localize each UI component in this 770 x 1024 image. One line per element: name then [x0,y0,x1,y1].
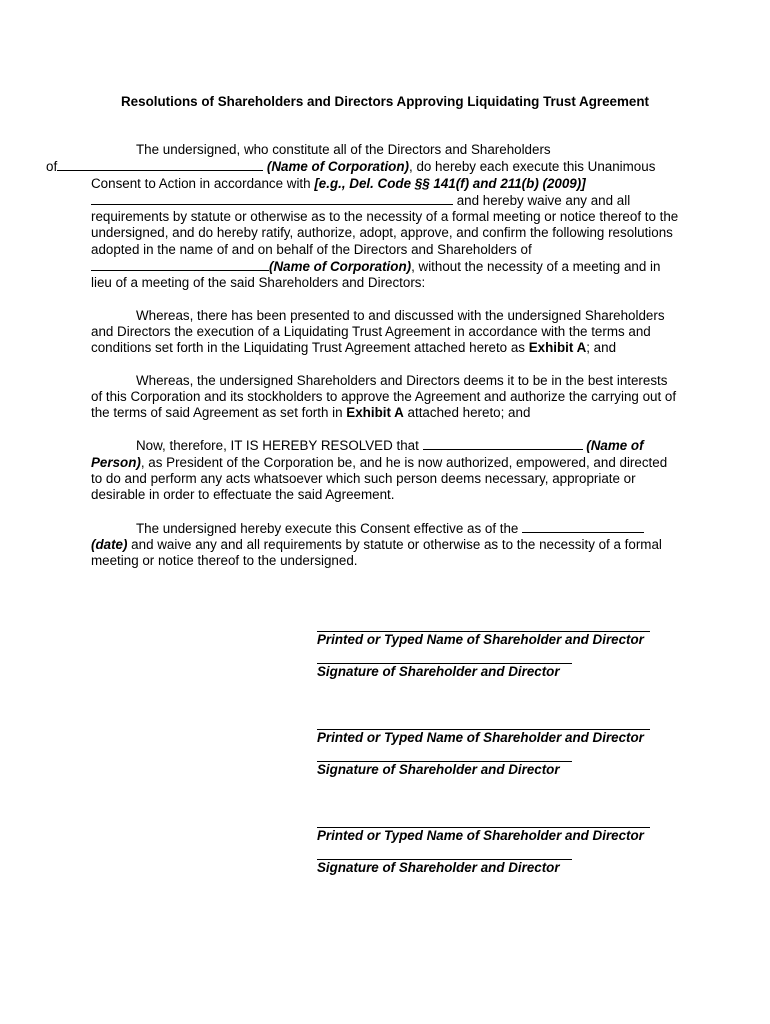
printed-name-label: Printed or Typed Name of Shareholder and Director [317,730,644,745]
paragraph-resolved [91,437,679,503]
printed-name-label: Printed or Typed Name of Shareholder and Director [317,828,644,843]
text: Whereas, there has been presented to and discussed with the undersigned Shareholders and Directors the execution of a Liquidating Trust Agreement in accordance with the terms and conditions set forth in the Liquidating Trust Agreement attached hereto as [91,307,665,356]
text: , without the necessity of a meeting and in lieu of a meeting of the said Shareholders and Directors: [91,259,661,291]
text: Whereas, the undersigned Shareholders and Directors deems it to be in the best interests of this Corporation and its stockholders to approve the Agreement and authorize the carrying out of the terms of said Agreement as set forth in [91,372,677,421]
name-of-corporation-label-2: (Name of Corporation) [269,259,412,275]
text: ; and [586,340,617,356]
signature-label: Signature of Shareholder and Director [317,860,560,875]
text: , as President of the Corporation be, and he is now authorized, empowered, and directed to do and perform any acts whatsoever which such person deems necessary, appropriate or desirable in order to effectuate the said Agreement. [91,454,668,503]
signature-section [317,616,677,910]
corporation-name-blank[interactable] [57,158,263,171]
paragraph-effective [91,520,679,570]
exhibit-a-reference: Exhibit A [528,340,587,356]
text: The undersigned, who constitute all of the Directors and Shareholders [136,142,551,157]
paragraph-whereas-1 [91,308,679,357]
corporation-name-blank-2[interactable] [91,258,269,271]
signature-line[interactable] [317,648,572,664]
statute-reference: [e.g., Del. Code §§ 141(f) and 211(b) (2009)] [314,175,586,191]
text: and hereby waive any and all requirements by statute or otherwise as to the necessity of a formal meeting or notice thereof to the undersigned, and do hereby ratify, authorize, adopt, approve, and confirm the following resolutions adopted in the name of and on behalf of the Directors and Shareholders of [91,192,679,257]
text: attached hereto; and [403,405,531,421]
paragraph-consent [46,142,679,292]
text: and waive any and all requirements by statute or otherwise as to the necessity of a formal meeting or notice thereof to the undersigned. [91,536,662,569]
date-blank[interactable] [522,520,644,533]
statute-blank[interactable] [91,192,453,205]
document-title: Resolutions of Shareholders and Directors Approving Liquidating Trust Agreement [121,94,649,109]
signature-block-2 [317,714,677,812]
printed-name-label: Printed or Typed Name of Shareholder and Director [317,632,644,647]
document-body [46,142,679,586]
exhibit-a-reference-2: Exhibit A [346,405,404,421]
signature-block-3 [317,812,677,910]
signature-line[interactable] [317,746,572,762]
signature-block-1 [317,616,677,714]
text: The undersigned hereby execute this Consent effective as of the [136,520,523,536]
text: of [46,159,58,175]
name-of-corporation-label: (Name of Corporation) [266,159,409,175]
text: Now, therefore, IT IS HEREBY RESOLVED that [136,438,423,454]
signature-label: Signature of Shareholder and Director [317,762,560,777]
name-of-person-label: (Name of Person) [91,438,644,470]
printed-name-line[interactable] [317,714,650,730]
paragraph-whereas-2 [91,373,679,422]
signature-line[interactable] [317,844,572,860]
date-label: (date) [91,536,128,552]
printed-name-line[interactable] [317,812,650,828]
signature-label: Signature of Shareholder and Director [317,664,560,679]
printed-name-line[interactable] [317,616,650,632]
person-name-blank[interactable] [423,437,583,450]
text: , do hereby each execute this Unanimous Consent to Action in accordance with [91,159,656,191]
